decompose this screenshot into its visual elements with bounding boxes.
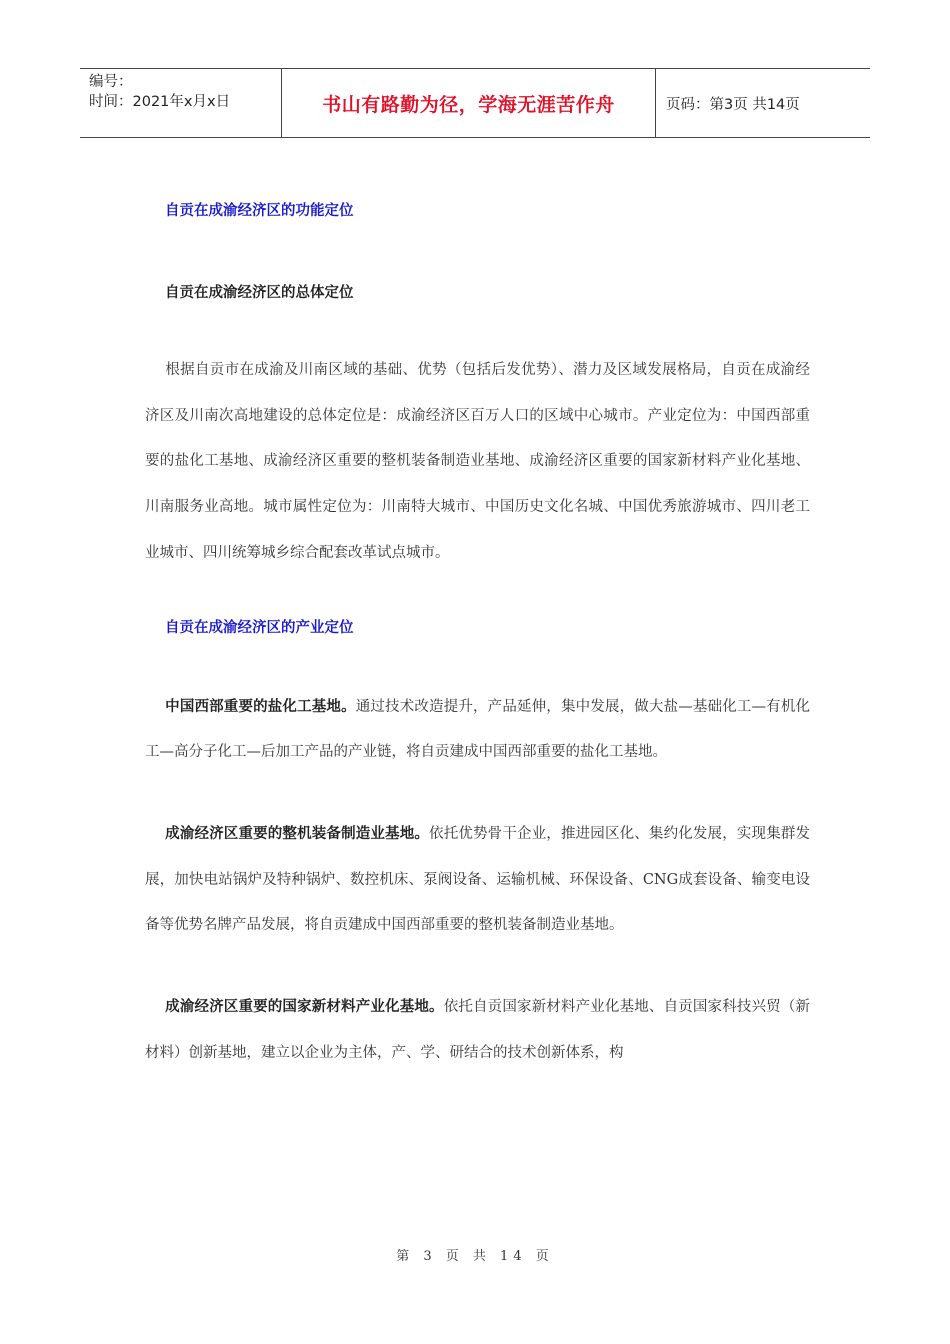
paragraph-salt-chemical [145,685,810,776]
paragraph-overall [145,348,810,577]
header-page-info: 页码：第3页 共14页 [666,96,800,113]
section-heading-industry: 自贡在成渝经济区的产业定位 [165,619,354,636]
paragraph-lead: 成渝经济区重要的国家新材料产业化基地。 [165,999,444,1016]
document-body [145,198,810,1076]
section-heading-function: 自贡在成渝经济区的功能定位 [165,203,354,219]
paragraph-lead: 成渝经济区重要的整机装备制造业基地。 [165,825,430,842]
paragraph-overall-text: 根据自贡市在成渝及川南区域的基础、优势（包括后发优势）、潜力及区域发展格局，自贡在成渝经济区及川南次高地建设的总体定位是：成渝经济区百万人口的区域中心城市。产业定位为：中国西部重要的盐化工基地、成渝经济区重要的整机装备制造业基地、成渝经济区重要的国家新材料产业化基地、川南服务业高地。城市属性定位为：川南特大城市、中国历史文化名城、中国优秀旅游城市、四川老工业城市、四川统筹城乡综合配套改革试点城市。 [145,362,810,561]
header-motto: 书山有路勤为径，学海无涯苦作舟 [282,69,656,137]
paragraph-text: 依托自贡国家新材料产业化基地、自贡国家科技兴贸（新材料）创新基地，建立以企业为主体，产、学、研结合的技术创新体系，构 [145,999,811,1061]
page-footer: 第 3 页 共 14 页 [396,1249,554,1264]
paragraph-lead: 中国西部重要的盐化工基地。 [165,698,356,715]
paragraph-text: 通过技术改造提升，产品延伸，集中发展，做大盐—基础化工—有机化工—高分子化工—后加工产品的产业链，将自贡建成中国西部重要的盐化工基地。 [145,698,811,761]
paragraph-new-materials [145,985,810,1076]
paragraph-equipment [145,812,810,949]
header-meta [80,69,282,137]
paragraph-text: 依托优势骨干企业，推进园区化、集约化发展，实现集群发展，加快电站锅炉及特种锅炉、数控机床、泵阀设备、运输机械、环保设备、CNG成套设备、输变电设备等优势名牌产品发展，将自贡建成中国西部重要的整机装备制造业基地。 [145,825,811,934]
time-label: 时间：2021年x月x日 [89,94,231,110]
page-header [80,68,870,138]
section-heading-overall: 自贡在成渝经济区的总体定位 [165,285,354,301]
number-label: 编号： [89,74,133,90]
